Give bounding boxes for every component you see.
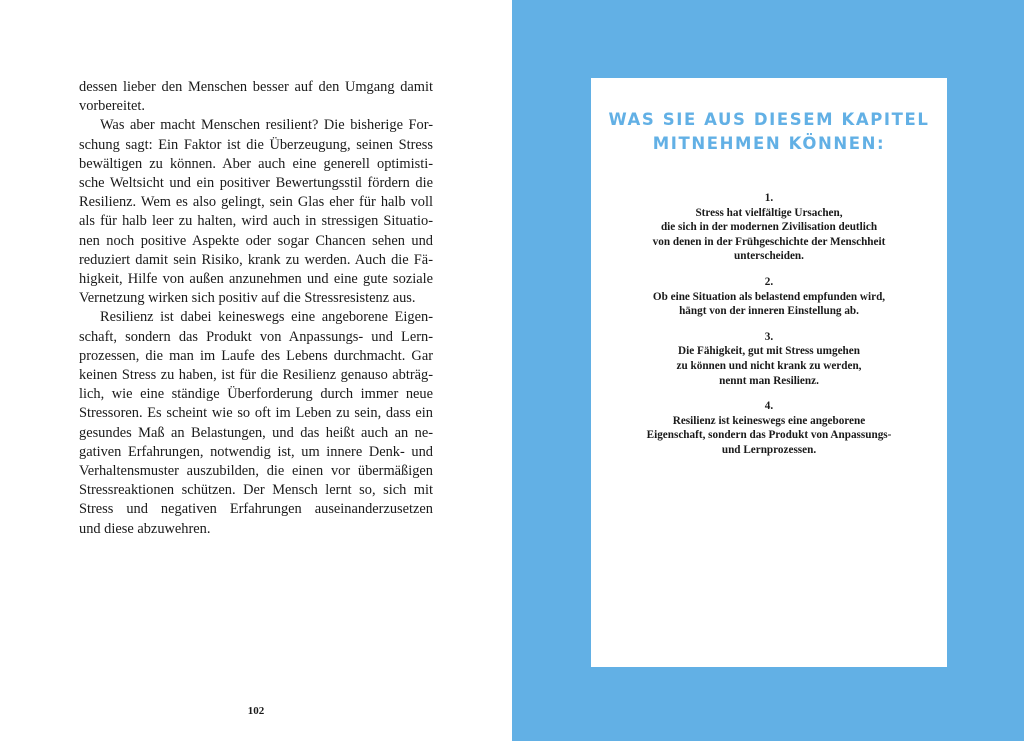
takeaway-line: unterscheiden.: [734, 250, 804, 263]
text-line: prozessen, die man im Laufe des Lebens durchmacht. Gar: [79, 347, 433, 364]
takeaway-item: [591, 275, 947, 319]
takeaway-item: [591, 330, 947, 388]
takeaway-line: von denen in der Frühgeschichte der Menschheit: [652, 235, 886, 248]
text-line: higkeit, Hilfe von außen anzunehmen und eine gute soziale: [79, 271, 433, 288]
text-line: Stressreaktionen schützen. Der Mensch lernt so, sich mit: [79, 482, 433, 499]
takeaway-number: 4.: [764, 400, 774, 413]
summary-title-line: MITNEHMEN KÖNNEN:: [652, 134, 886, 153]
summary-title: [591, 108, 947, 156]
takeaway-number: 3.: [764, 330, 774, 343]
takeaway-line: Ob eine Situation als belastend empfunden wird,: [652, 290, 886, 303]
text-line: schaft, sondern das Produkt von Anpassungs- und Lern-: [79, 328, 433, 345]
body-text: [79, 78, 433, 539]
text-line: Resilienz. Wem es also gelingt, sein Glas eher für halb voll: [79, 194, 433, 211]
text-line: Stressoren. Es scheint wie so oft im Leben zu sein, dass ein: [79, 405, 433, 422]
text-line: und diese abzuwehren.: [79, 520, 211, 537]
takeaway-line: Eigenschaft, sondern das Produkt von Anpassungs-: [646, 429, 892, 442]
takeaway-line: und Lernprozessen.: [721, 443, 817, 456]
takeaway-line: nennt man Resilienz.: [719, 374, 819, 387]
page-number: 102: [247, 705, 265, 717]
takeaway-line: zu können und nicht krank zu werden,: [676, 359, 862, 372]
takeaway-line: die sich in der modernen Zivilisation deutlich: [660, 221, 878, 234]
text-line: Verhaltensmuster auszubilden, die einen vor übermäßigen: [79, 463, 433, 480]
takeaway-item: [591, 399, 947, 457]
text-line: bewältigen zu können. Aber auch eine generell optimisti-: [79, 155, 433, 172]
takeaway-item: [591, 191, 947, 264]
text-line: als für halb leer zu halten, wird auch in stressigen Situatio-: [79, 213, 433, 230]
text-line: Vernetzung wirken sich positiv auf die Stressresistenz aus.: [79, 290, 416, 307]
text-line: vorbereitet.: [79, 98, 145, 115]
right-page: [512, 0, 1024, 741]
takeaway-number: 2.: [764, 275, 774, 288]
text-line: Was aber macht Menschen resilient? Die bisherige For-: [100, 117, 433, 134]
text-line: reduziert damit sein Risiko, krank zu werden. Auch die Fä-: [79, 251, 433, 268]
takeaway-line: Resilienz ist keineswegs eine angeborene: [672, 414, 866, 427]
text-line: Stress und negativen Erfahrungen auseinanderzusetzen: [79, 501, 433, 518]
takeaway-line: Die Fähigkeit, gut mit Stress umgehen: [678, 345, 860, 358]
text-line: nen noch positive Aspekte oder sogar Chancen sehen und: [79, 232, 433, 249]
takeaway-line: Stress hat vielfältige Ursachen,: [695, 206, 843, 219]
text-line: gativen Erfahrungen, notwendig ist, um innere Denk- und: [79, 443, 433, 460]
text-line: schung sagt: Ein Faktor ist die Überzeugung, seinen Stress: [79, 136, 433, 153]
text-line: lich, wie eine ständige Überforderung durch immer neue: [79, 386, 433, 403]
text-line: Resilienz ist dabei keineswegs eine angeborene Eigen-: [100, 309, 433, 326]
takeaway-number: 1.: [764, 192, 774, 204]
text-line: gesundes Maß an Belastungen, und das heißt auch an ne-: [79, 424, 433, 441]
text-line: sche Weltsicht und ein positiver Bewertungsstil fördern die: [79, 175, 433, 192]
takeaway-list: [591, 191, 947, 469]
text-line: dessen lieber den Menschen besser auf den Umgang damit: [79, 79, 433, 95]
chapter-summary-box: [591, 78, 947, 667]
summary-title-line: WAS SIE AUS DIESEM KAPITEL: [608, 110, 930, 129]
text-line: keinen Stress zu haben, ist für die Resilienz genauso abträg-: [79, 367, 433, 384]
takeaway-line: hängt von der inneren Einstellung ab.: [679, 305, 859, 318]
